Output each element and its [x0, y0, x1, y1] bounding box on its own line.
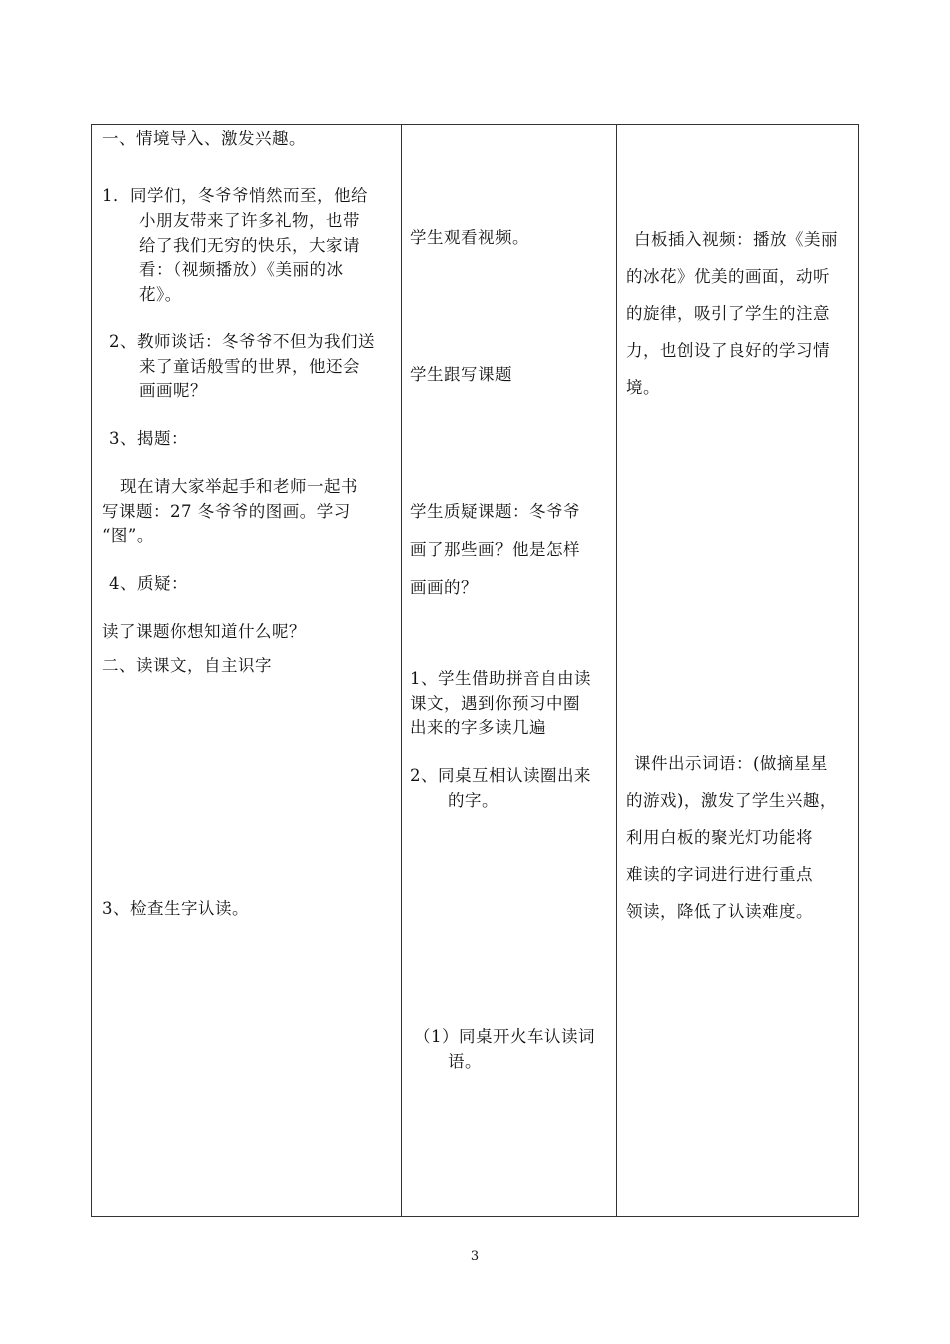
whiteboard-note-line: 利用白板的聚光灯功能将 [626, 828, 813, 847]
student-activity-line: 学生质疑课题：冬爷爷 [410, 502, 580, 521]
whiteboard-note-line: 境。 [626, 378, 660, 397]
whiteboard-note-line: 难读的字词进行进行重点 [626, 865, 813, 884]
step-1-line: 给了我们无穷的快乐，大家请 [139, 236, 360, 255]
student-activity-line: （1）同桌开火车认读词 [414, 1027, 595, 1046]
whiteboard-note-line: 课件出示词语：(做摘星星 [634, 754, 828, 773]
step-3-line: “图”。 [102, 526, 154, 545]
step-3-line: 现在请大家举起手和老师一起书 [120, 477, 358, 496]
whiteboard-note-line: 的冰花》优美的画面，动听 [626, 267, 830, 286]
whiteboard-note-line: 的游戏)，激发了学生兴趣， [626, 791, 837, 810]
whiteboard-note-line: 领读，降低了认读难度。 [626, 902, 813, 921]
student-activity-line: 画了那些画？他是怎样 [410, 540, 580, 559]
student-activity-line: 出来的字多读几遍 [410, 718, 546, 737]
step-2-line: 来了童话般雪的世界，他还会 [139, 357, 360, 376]
whiteboard-note-line: 白板插入视频：播放《美丽 [634, 230, 838, 249]
step-1-line: 花》。 [139, 285, 182, 304]
step-4-line: 读了课题你想知道什么呢？ [102, 622, 306, 641]
step-4-title: 4、质疑： [109, 574, 188, 593]
whiteboard-note-line: 的旋律，吸引了学生的注意 [626, 304, 830, 323]
step-1-line: 小朋友带来了许多礼物，也带 [139, 211, 360, 230]
student-activity-line: 的字。 [448, 791, 499, 810]
section-heading-1: 一、情境导入、激发兴趣。 [102, 129, 306, 148]
student-activity-line: 1、学生借助拼音自由读 [410, 669, 591, 688]
column-divider-2 [616, 125, 617, 1216]
student-activity-line: 画画的？ [410, 578, 478, 597]
whiteboard-note-line: 力，也创设了良好的学习情 [626, 341, 830, 360]
student-activity-line: 2、同桌互相认读圈出来 [410, 766, 591, 785]
student-activity: 学生观看视频。 [410, 228, 529, 247]
step-3-title: 3、揭题： [109, 429, 188, 448]
step-2-line: 画画呢？ [139, 381, 207, 400]
step-1-line: 1．同学们，冬爷爷悄然而至，他给 [102, 186, 368, 205]
page-number: 3 [470, 1249, 480, 1264]
check-reading-step: 3、检查生字认读。 [102, 899, 249, 918]
step-1-line: 看：（视频播放）《美丽的冰 [139, 260, 344, 279]
column-divider-1 [401, 125, 402, 1216]
student-activity-line: 课文，遇到你预习中圈 [410, 694, 580, 713]
student-activity-line: 语。 [448, 1052, 482, 1071]
step-3-line: 写课题：27 冬爷爷的图画。学习 [102, 502, 351, 521]
step-2-line: 2、教师谈话：冬爷爷不但为我们送 [109, 332, 375, 351]
section-heading-2: 二、读课文，自主识字 [102, 656, 272, 675]
student-activity: 学生跟写课题 [410, 365, 512, 384]
